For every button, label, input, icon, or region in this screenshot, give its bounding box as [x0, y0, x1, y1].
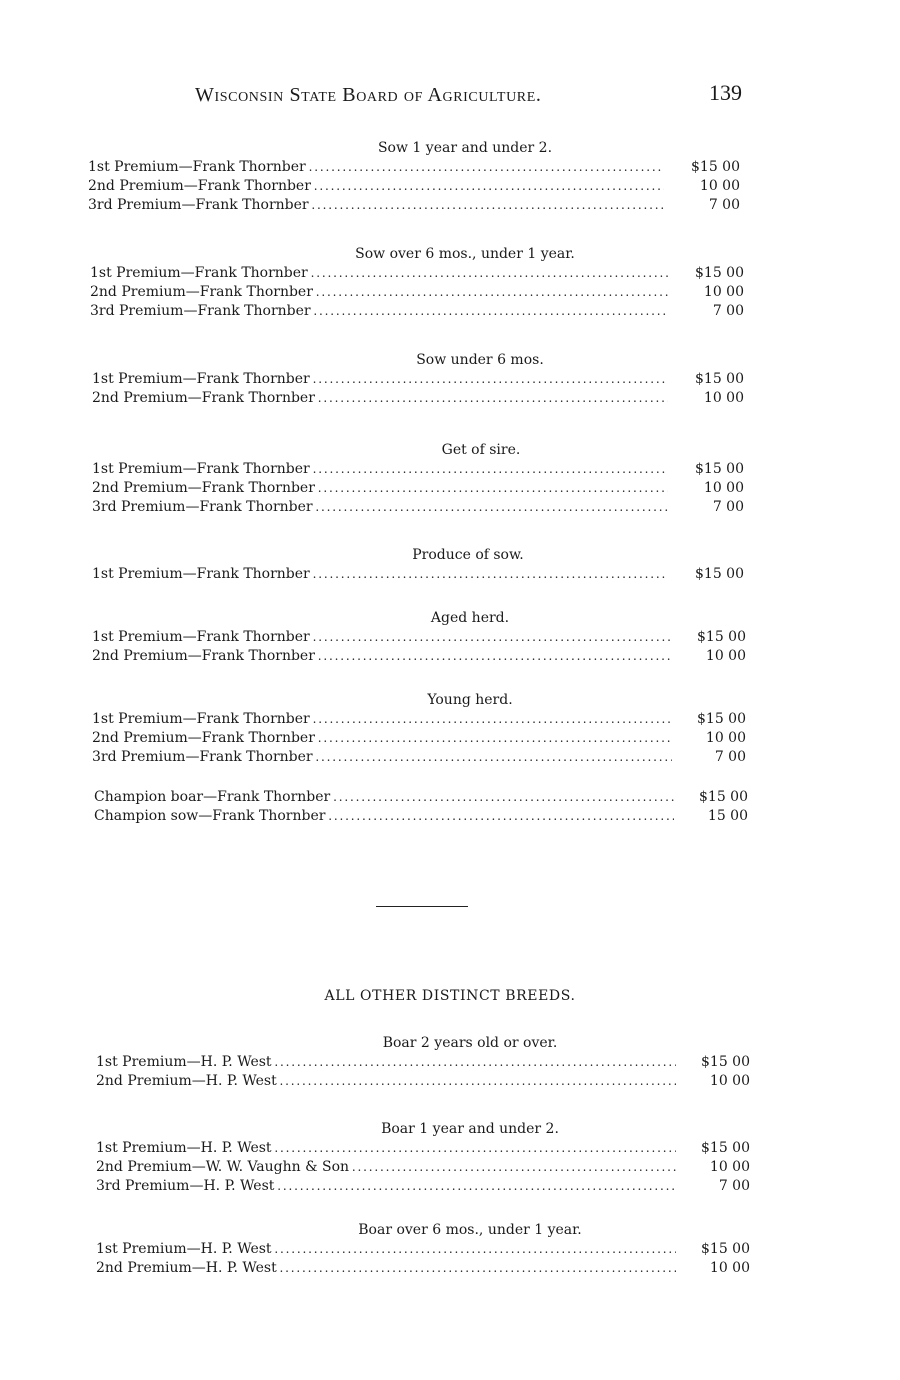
premium-entry: [0, 264, 900, 283]
premium-entry: [0, 196, 900, 215]
entry-amount: 7 00: [712, 303, 744, 319]
entry-label: Champion sow—Frank Thornber . . .: [94, 807, 674, 826]
running-header: [90, 80, 750, 114]
champion-entry: [0, 807, 900, 826]
section-sow-under-6-mos: [0, 350, 900, 408]
entry-amount: 7 00: [714, 749, 746, 765]
entry-amount: $15 00: [701, 1140, 750, 1156]
premium-entry: [0, 177, 900, 196]
section-title: Boar 2 years old or over.: [382, 1035, 558, 1051]
entry-amount: 10 00: [703, 284, 744, 300]
premium-entry: [0, 729, 900, 748]
page-number: 139: [709, 80, 742, 105]
premium-entry: [0, 1053, 900, 1072]
breed-heading: ALL OTHER DISTINCT BREEDS.: [324, 988, 576, 1004]
entry-label: 3rd Premium—Frank Thornber . . .: [92, 748, 672, 767]
premium-entry: [0, 748, 900, 767]
premium-entry: [0, 1139, 900, 1158]
entry-label: 2nd Premium—W. W. Vaughn & Son . . .: [96, 1158, 676, 1177]
section-sow-over-6-mos: [0, 244, 900, 321]
entry-amount: 10 00: [705, 730, 746, 746]
entry-amount: 10 00: [699, 178, 740, 194]
premium-entry: [0, 710, 900, 729]
section-boar-over-6-mos: [0, 1220, 900, 1278]
entry-label: 1st Premium—H. P. West . . .: [96, 1139, 676, 1158]
entry-amount: $15 00: [695, 371, 744, 387]
entry-amount: 10 00: [703, 480, 744, 496]
entry-amount: 15 00: [707, 808, 748, 824]
entry-amount: 10 00: [705, 648, 746, 664]
premium-entry: [0, 158, 900, 177]
premium-entry: [0, 1259, 900, 1278]
section-boar-2-years: [0, 1033, 900, 1091]
entry-label: 2nd Premium—Frank Thornber . . .: [88, 177, 664, 196]
premium-entry: [0, 1240, 900, 1259]
entry-amount: $15 00: [695, 566, 744, 582]
entry-amount: $15 00: [701, 1241, 750, 1257]
entry-amount: 10 00: [703, 390, 744, 406]
section-get-of-sire: [0, 440, 900, 517]
entry-amount: 10 00: [709, 1260, 750, 1276]
premium-entry: [0, 647, 900, 666]
entry-amount: $15 00: [697, 711, 746, 727]
section-title: Boar 1 year and under 2.: [381, 1121, 559, 1137]
entry-label: Champion boar—Frank Thornber . . .: [94, 788, 674, 807]
entry-amount: $15 00: [699, 789, 748, 805]
section-produce-of-sow: [0, 545, 900, 584]
section-title: Boar over 6 mos., under 1 year.: [358, 1222, 582, 1238]
entry-label: 2nd Premium—H. P. West . . .: [96, 1072, 676, 1091]
section-boar-1-year: [0, 1119, 900, 1196]
entry-label: 1st Premium—Frank Thornber . . .: [92, 628, 670, 647]
section-title: Sow over 6 mos., under 1 year.: [355, 246, 575, 262]
entry-label: 1st Premium—H. P. West . . .: [96, 1053, 676, 1072]
entry-label: 2nd Premium—Frank Thornber . . .: [90, 283, 668, 302]
entry-amount: $15 00: [701, 1054, 750, 1070]
premium-entry: [0, 1072, 900, 1091]
premium-entry: [0, 479, 900, 498]
premium-entry: [0, 565, 900, 584]
entry-label: 2nd Premium—Frank Thornber . . .: [92, 729, 672, 748]
section-title: Sow under 6 mos.: [416, 352, 544, 368]
premium-entry: [0, 628, 900, 647]
entry-label: 2nd Premium—H. P. West . . .: [96, 1259, 676, 1278]
entry-label: 1st Premium—Frank Thornber . . .: [92, 565, 668, 584]
entry-amount: 7 00: [708, 197, 740, 213]
premium-entry: [0, 389, 900, 408]
entry-label: 2nd Premium—Frank Thornber . . .: [92, 479, 668, 498]
entry-amount: $15 00: [691, 159, 740, 175]
section-title: Young herd.: [427, 692, 513, 708]
entry-label: 1st Premium—Frank Thornber . . .: [92, 710, 672, 729]
entry-label: 1st Premium—Frank Thornber . . .: [92, 370, 668, 389]
entry-label: 3rd Premium—Frank Thornber . . .: [92, 498, 668, 517]
section-young-herd: [0, 690, 900, 767]
premium-entry: [0, 370, 900, 389]
section-title: Sow 1 year and under 2.: [377, 140, 553, 156]
premium-entry: [0, 460, 900, 479]
premium-entry: [0, 498, 900, 517]
entry-label: 2nd Premium—Frank Thornber . . .: [92, 647, 670, 666]
entry-amount: 7 00: [718, 1178, 750, 1194]
entry-label: 1st Premium—H. P. West . . .: [96, 1240, 676, 1259]
entry-label: 1st Premium—Frank Thornber . . .: [90, 264, 668, 283]
entry-label: 2nd Premium—Frank Thornber . . .: [92, 389, 668, 408]
entry-label: 3rd Premium—H. P. West . . .: [96, 1177, 676, 1196]
entry-amount: 7 00: [712, 499, 744, 515]
entry-amount: 10 00: [709, 1073, 750, 1089]
premium-entry: [0, 302, 900, 321]
entry-label: 3rd Premium—Frank Thornber . . .: [90, 302, 668, 321]
entry-label: 1st Premium—Frank Thornber . . .: [92, 460, 668, 479]
entry-label: 1st Premium—Frank Thornber . . .: [88, 158, 664, 177]
section-divider-rule: [376, 906, 468, 907]
entry-amount: $15 00: [695, 265, 744, 281]
champion-entry: [0, 788, 900, 807]
running-title: Wisconsin State Board of Agriculture.: [195, 84, 542, 106]
section-sow-1-year: [0, 138, 900, 215]
section-aged-herd: [0, 608, 900, 666]
premium-entry: [0, 1158, 900, 1177]
entry-label: 3rd Premium—Frank Thornber . . .: [88, 196, 664, 215]
section-title: Get of sire.: [441, 442, 521, 458]
premium-entry: [0, 283, 900, 302]
section-title: Produce of sow.: [412, 547, 524, 563]
entry-amount: $15 00: [695, 461, 744, 477]
section-champions: [0, 788, 900, 826]
entry-amount: 10 00: [709, 1159, 750, 1175]
section-title: Aged herd.: [430, 610, 510, 626]
premium-entry: [0, 1177, 900, 1196]
entry-amount: $15 00: [697, 629, 746, 645]
